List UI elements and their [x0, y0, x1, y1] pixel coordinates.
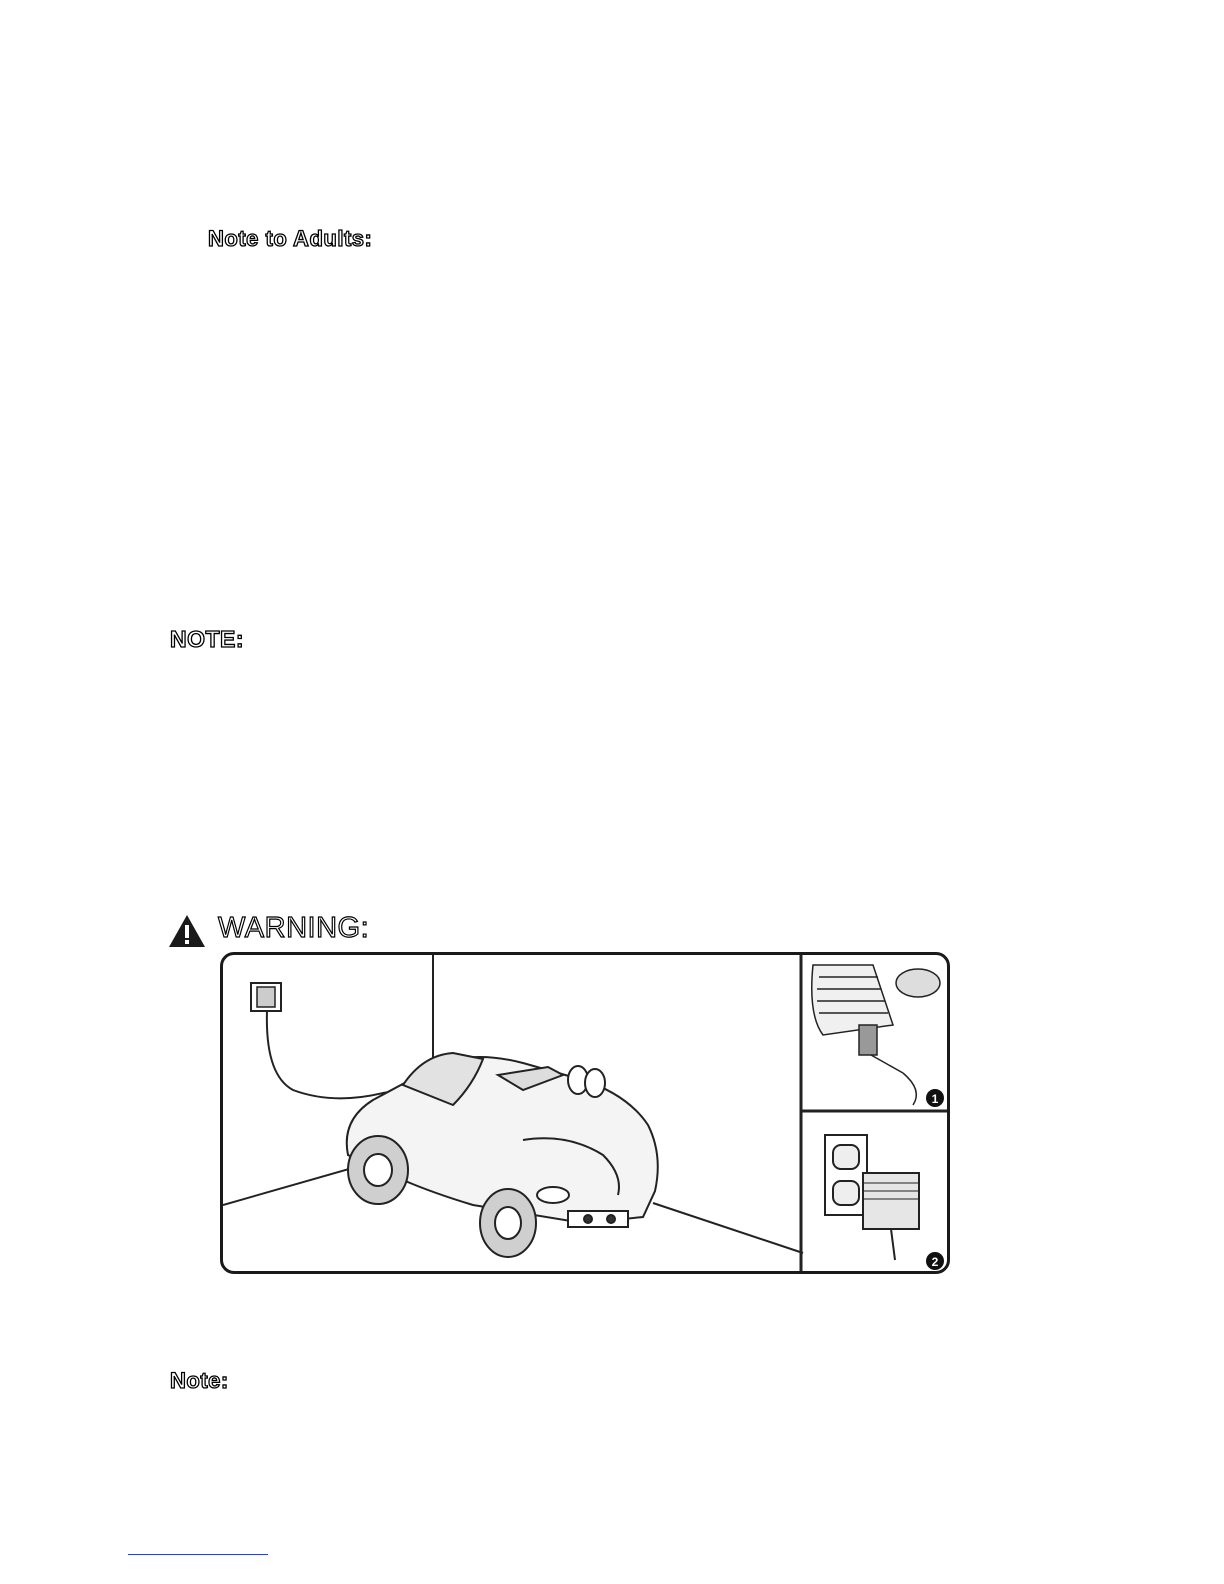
ride-on-car-icon	[347, 1053, 658, 1257]
callout-2-label: 2	[931, 1255, 939, 1269]
note-small-heading: Note:	[170, 1368, 229, 1393]
note-heading: NOTE:	[170, 626, 245, 652]
callout-1-label: 1	[931, 1092, 939, 1106]
charging-illustration-svg	[223, 955, 950, 1274]
warning-triangle-icon	[168, 914, 206, 948]
footer-link-underline[interactable]	[128, 1554, 268, 1555]
plug-into-car-inset	[812, 965, 940, 1105]
charging-illustration	[220, 952, 950, 1274]
warning-heading: WARNING:	[218, 912, 370, 944]
wall-outlet-inset	[825, 1135, 919, 1260]
note-to-adults-heading: Note to Adults:	[208, 226, 373, 251]
